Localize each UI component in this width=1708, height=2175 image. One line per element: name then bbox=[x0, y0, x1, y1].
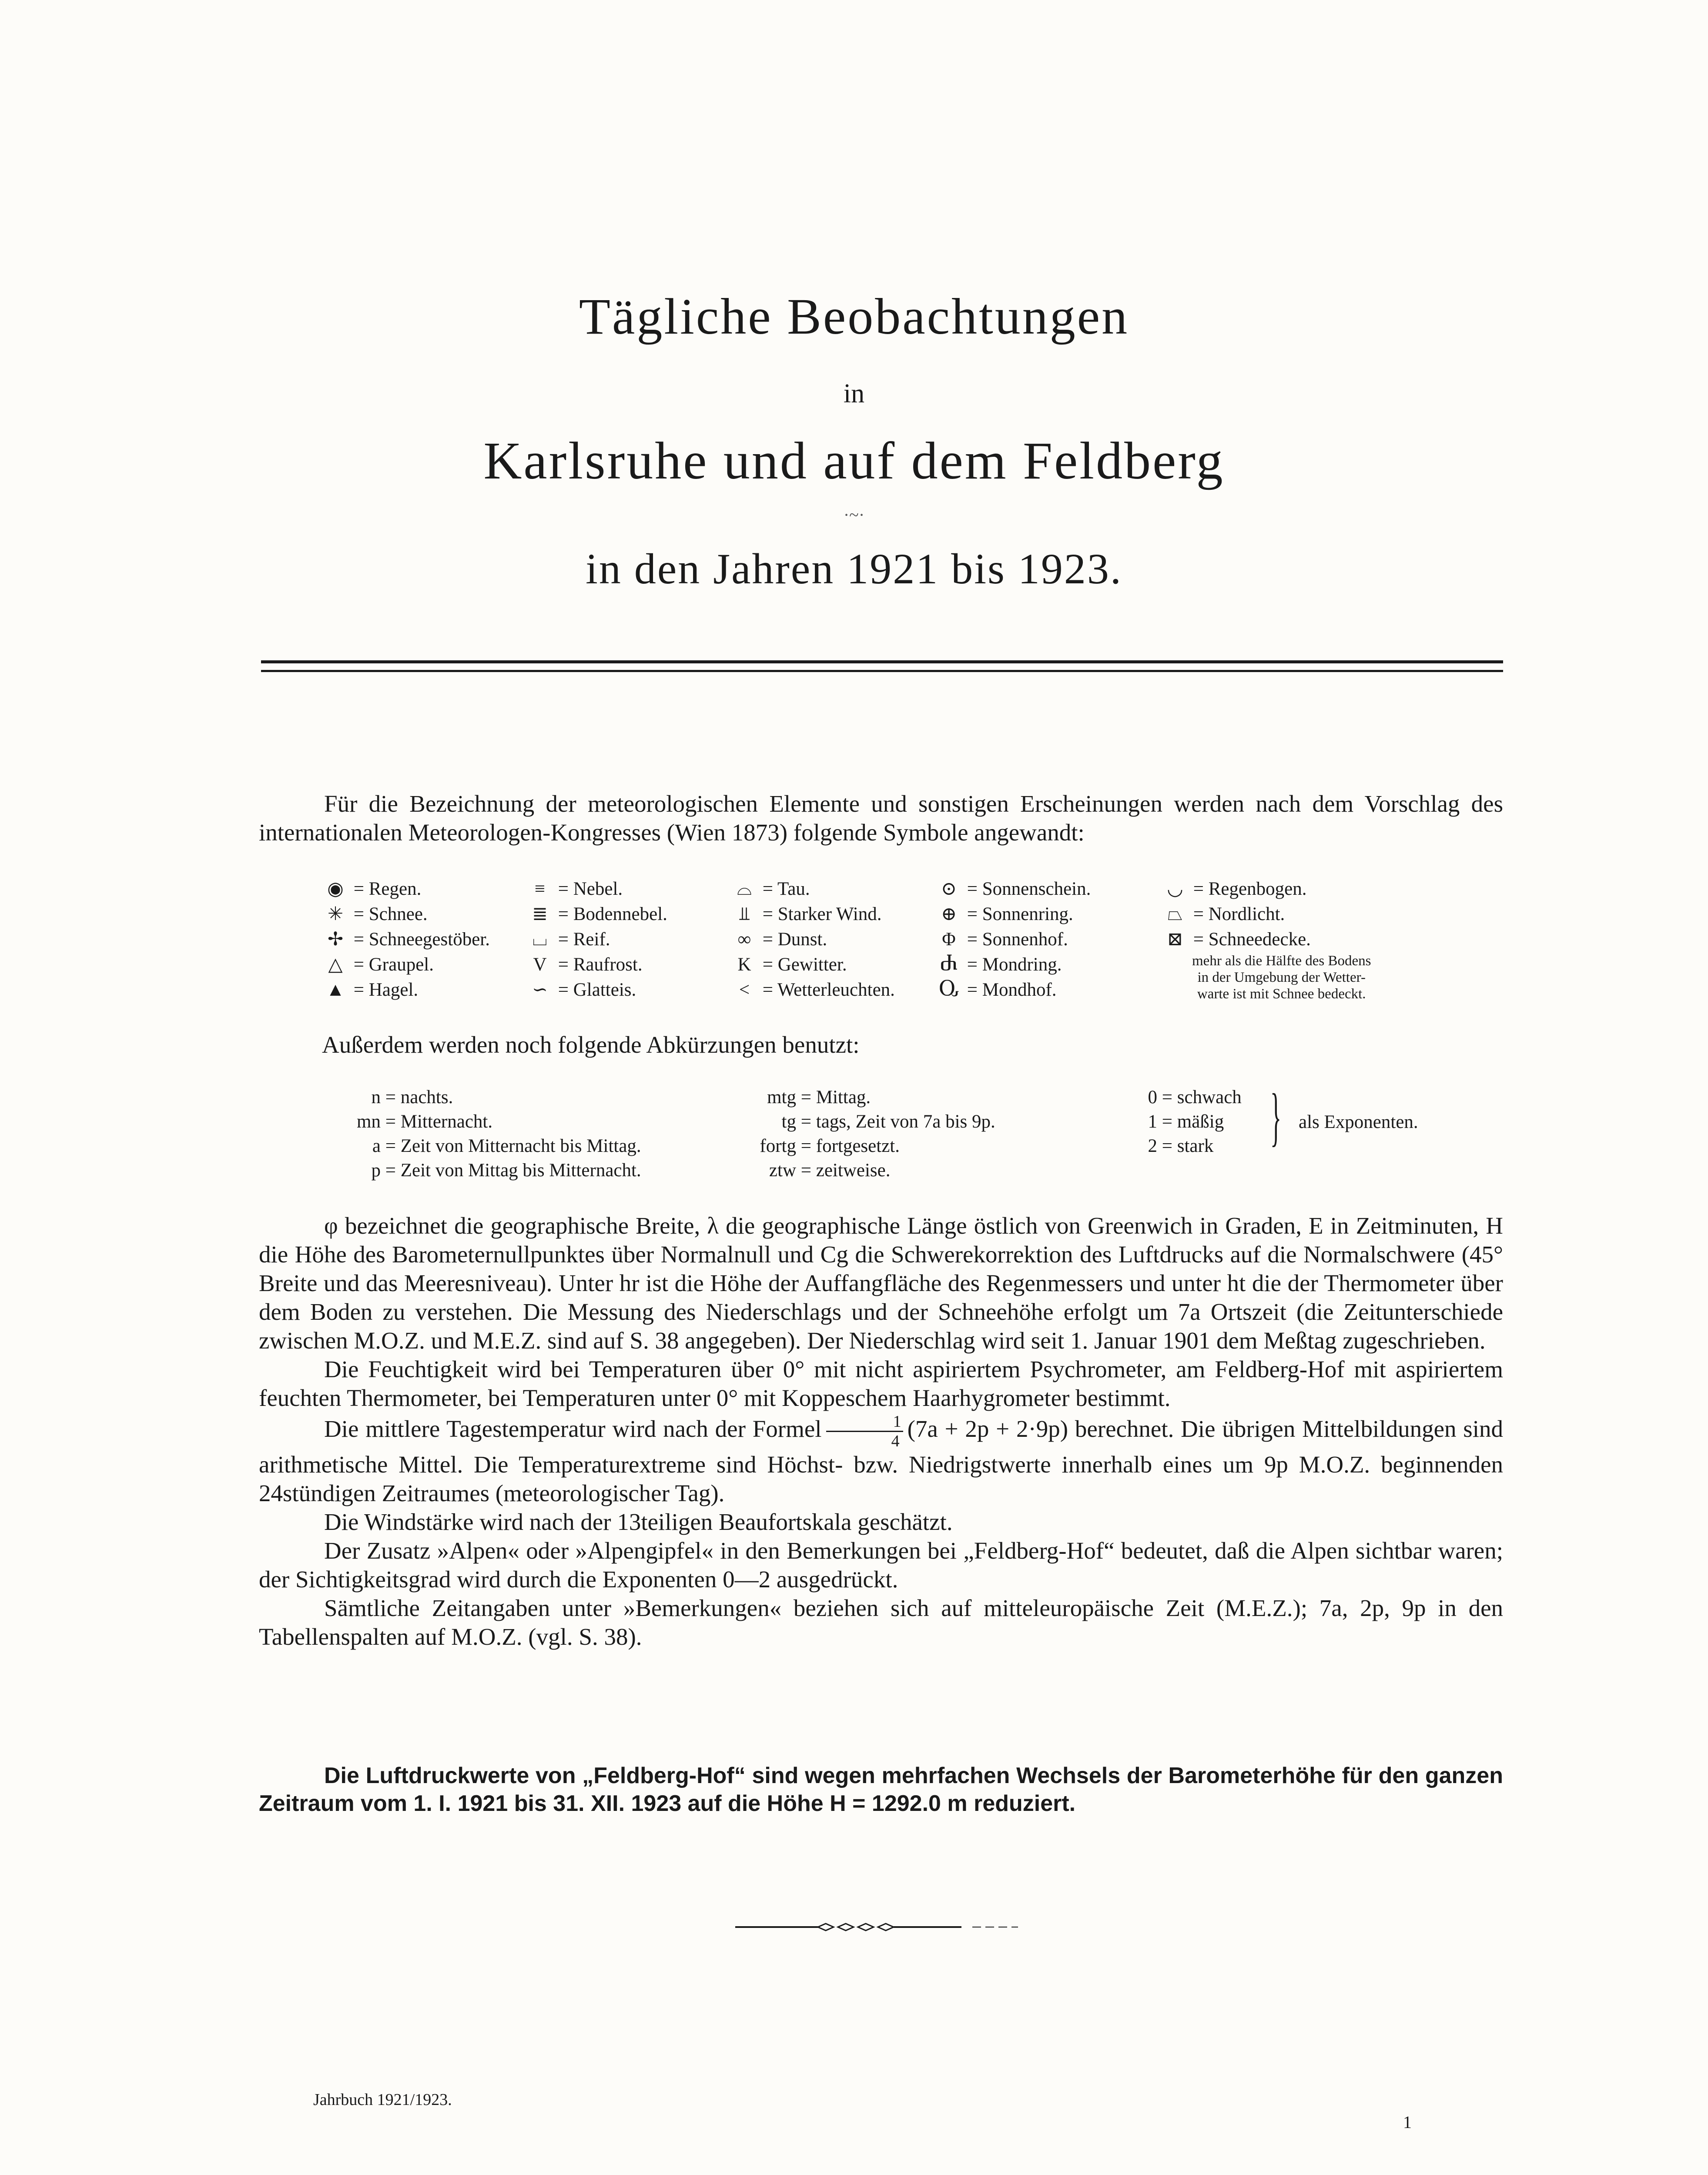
abbreviations-heading: Außerdem werden noch folgende Abkürzungen benutzt: bbox=[322, 1031, 860, 1058]
rainbow-icon: ◡ bbox=[1167, 879, 1183, 899]
snowstorm-icon: ✢ bbox=[327, 929, 344, 950]
title-connector: in bbox=[843, 379, 865, 408]
symbol-reif: ⌴ = Reif. bbox=[526, 927, 667, 952]
symbol-regenbogen: ◡ = Regenbogen. bbox=[1162, 877, 1311, 902]
paragraph-temperature: Die mittlere Tagestemperatur wird nach der Formel $\frac{1}{4}$ (7a + 2p + 2·9p) berechnet. Die übrigen Mittelbildungen sind arithmetische Mittel. Die Temperaturextreme sind Höchst- bzw. Niedrigstwerte innerhalb eines um 9p M.O.Z. beginnenden 24stündigen Zeitraumes (meteorologischer Tag). bbox=[259, 1412, 1503, 1506]
symbol-raufrost: V = Raufrost. bbox=[526, 952, 667, 977]
brace-glyph: } bbox=[1270, 1081, 1282, 1153]
paragraph-alps: Der Zusatz »Alpen« oder »Alpengipfel« in den Bemerkungen bei „Feldberg-Hof“ bedeutet, daß die Alpen sichtbar waren; der Sichtigkeitsgrad wird durch die Exponenten 0—2 ausgedrückt. bbox=[259, 1537, 1503, 1593]
symbol-column-4 bbox=[935, 877, 1091, 1003]
symbol-sonnenhof: Φ = Sonnenhof. bbox=[935, 927, 1091, 952]
symbol-sonnenschein: ⊙ = Sonnenschein. bbox=[935, 877, 1091, 902]
symbol-mondhof: Ⴍ = Mondhof. bbox=[935, 977, 1091, 1003]
sunshine-icon: ⊙ bbox=[941, 879, 957, 899]
abbr-row: ztw = zeitweise. bbox=[769, 1160, 891, 1181]
symbol-graupel: △ = Graupel. bbox=[322, 952, 490, 977]
fraction: $\frac{1}{4}$ bbox=[826, 1412, 903, 1450]
thunderstorm-icon: K bbox=[737, 954, 751, 975]
abbr-row: tg = tags, Zeit von 7a bis 9p. bbox=[781, 1111, 995, 1132]
symbol-gewitter: K = Gewitter. bbox=[731, 952, 895, 977]
symbol-schneegestoeber: ✢ = Schneegestöber. bbox=[322, 927, 490, 952]
moon-ring-icon: Ⴛ bbox=[940, 954, 958, 975]
symbol-column-2 bbox=[526, 877, 667, 1003]
glaze-icon: ∽ bbox=[532, 980, 548, 1000]
symbol-regen: ◉ = Regen. bbox=[322, 877, 490, 902]
intro-paragraph: Für die Bezeichnung der meteorologischen Elemente und sonstigen Erscheinungen werden nach dem Vorschlag des internationalen Meteorologen-Kongresses (Wien 1873) folgende Symbole angewandt: bbox=[259, 790, 1503, 846]
paragraph-times: Sämtliche Zeitangaben unter »Bemerkungen« beziehen sich auf mitteleuropäische Zeit (M.E.Z.); 7a, 2p, 9p in den Tabellenspalten auf M.O.Z. (vgl. S. 38). bbox=[259, 1595, 1503, 1650]
schneedecke-note: mehr als die Hälfte des Bodens in der Umgebung der Wetter- warte ist mit Schnee bedeckt. bbox=[1192, 953, 1371, 1002]
haze-icon: ∞ bbox=[737, 929, 751, 950]
abbr-row: p = Zeit von Mittag bis Mitternacht. bbox=[371, 1160, 641, 1181]
body-text bbox=[259, 1211, 1503, 1651]
ground-fog-icon: ≣ bbox=[532, 904, 548, 924]
title-ornament: ·~· bbox=[843, 505, 865, 525]
exponent-label: als Exponenten. bbox=[1299, 1112, 1418, 1132]
rain-icon: ◉ bbox=[327, 879, 344, 899]
moon-halo-icon: Ⴍ bbox=[938, 980, 959, 1000]
ornament-divider bbox=[735, 1921, 1018, 1934]
symbol-tau: ⌓ = Tau. bbox=[731, 877, 895, 902]
symbol-glatteis: ∽ = Glatteis. bbox=[526, 977, 667, 1003]
dew-icon: ⌓ bbox=[737, 879, 752, 899]
symbol-nebel: ≡ = Nebel. bbox=[526, 877, 667, 902]
frost-icon: ⌴ bbox=[532, 929, 548, 950]
abbr-row: fortg = fortgesetzt. bbox=[760, 1136, 900, 1156]
abbr-column-1 bbox=[313, 1085, 641, 1183]
abbr-row: mn = Mitternacht. bbox=[357, 1111, 493, 1132]
paragraph-geography: φ bezeichnet die geographische Breite, λ die geographische Länge östlich von Greenwich in Graden, E in Zeitminuten, H die Höhe des Barometernullpunktes über Normalnull und Cg die Schwerekorrektion des Luftdrucks auf die Normalschwere (45° Breite und das Meeresniveau). Unter hr ist die Höhe der Auffangfläche des Regenmessers und unter ht die der Thermometer über dem Boden zu verstehen. Die Messung des Niederschlags und der Schneehöhe erfolgt um 7a Ortszeit (die Zeitunterschiede zwischen M.O.Z. und M.E.Z. sind auf S. 38 angegeben). Der Niederschlag wird seit 1. Januar 1901 dem Meßtag zugeschrieben. bbox=[259, 1212, 1503, 1354]
symbol-mondring: Ⴛ = Mondring. bbox=[935, 952, 1091, 977]
footer-yearbook: Jahrbuch 1921/1923. bbox=[313, 2091, 452, 2109]
paragraph-humidity: Die Feuchtigkeit wird bei Temperaturen über 0° mit nicht aspiriertem Psychrometer, am Feldberg-Hof mit aspiriertem feuchten Thermometer, bei Temperaturen unter 0° mit Koppeschem Haarhygrometer bestimmt. bbox=[259, 1356, 1503, 1411]
aurora-icon: ⏢ bbox=[1167, 904, 1183, 924]
abbr-row: 2 = stark bbox=[1148, 1136, 1214, 1156]
pressure-note: Die Luftdruckwerte von „Feldberg-Hof“ sind wegen mehrfachen Wechsels der Barometerhöhe für den ganzen Zeitraum vom 1. I. 1921 bis 31. XII. 1923 auf die Höhe H = 1292.0 m reduziert. bbox=[259, 1763, 1503, 1816]
rime-icon: V bbox=[533, 954, 547, 975]
strong-wind-icon: ⫫ bbox=[739, 904, 750, 924]
abbr-row: mtg = Mittag. bbox=[767, 1087, 871, 1108]
symbol-dunst: ∞ = Dunst. bbox=[731, 927, 895, 952]
symbol-wetterleuchten: < = Wetterleuchten. bbox=[731, 977, 895, 1003]
abbr-row: 1 = mäßig bbox=[1148, 1111, 1224, 1132]
abbr-row: a = Zeit von Mitternacht bis Mittag. bbox=[372, 1136, 641, 1156]
snow-cover-icon: ⊠ bbox=[1167, 929, 1183, 950]
sheet-lightning-icon: < bbox=[739, 980, 750, 1000]
symbol-column-5 bbox=[1162, 877, 1311, 952]
symbol-schnee: ✳ = Schnee. bbox=[322, 902, 490, 927]
symbol-schneedecke: ⊠ = Schneedecke. bbox=[1162, 927, 1311, 952]
abbr-column-2 bbox=[722, 1085, 995, 1183]
paragraph-wind: Die Windstärke wird nach der 13teiligen Beaufortskala geschätzt. bbox=[324, 1509, 953, 1535]
abbr-column-3 bbox=[1127, 1085, 1242, 1158]
page-subtitle: Karlsruhe und auf dem Feldberg bbox=[483, 432, 1225, 490]
sun-halo-icon: Φ bbox=[942, 929, 956, 950]
double-rule-top bbox=[261, 660, 1503, 663]
sun-ring-icon: ⊕ bbox=[941, 904, 957, 924]
symbol-sonnenring: ⊕ = Sonnenring. bbox=[935, 902, 1091, 927]
symbol-starker-wind: ⫫ = Starker Wind. bbox=[731, 902, 895, 927]
snow-icon: ✳ bbox=[327, 904, 344, 924]
symbol-column-3 bbox=[731, 877, 895, 1003]
abbr-row: n = nachts. bbox=[371, 1087, 453, 1108]
fog-icon: ≡ bbox=[534, 879, 546, 899]
symbol-nordlicht: ⏢ = Nordlicht. bbox=[1162, 902, 1311, 927]
graupel-icon: △ bbox=[328, 954, 343, 975]
double-rule-bottom bbox=[261, 670, 1503, 672]
symbol-hagel: ▲ = Hagel. bbox=[322, 977, 490, 1003]
abbr-row: 0 = schwach bbox=[1148, 1087, 1242, 1108]
page-title: Tägliche Beobachtungen bbox=[579, 288, 1129, 345]
symbol-bodennebel: ≣ = Bodennebel. bbox=[526, 902, 667, 927]
symbol-column-1 bbox=[322, 877, 490, 1003]
page-number: 1 bbox=[1403, 2112, 1412, 2132]
hail-icon: ▲ bbox=[326, 980, 345, 1000]
page-years: in den Jahren 1921 bis 1923. bbox=[586, 545, 1122, 593]
